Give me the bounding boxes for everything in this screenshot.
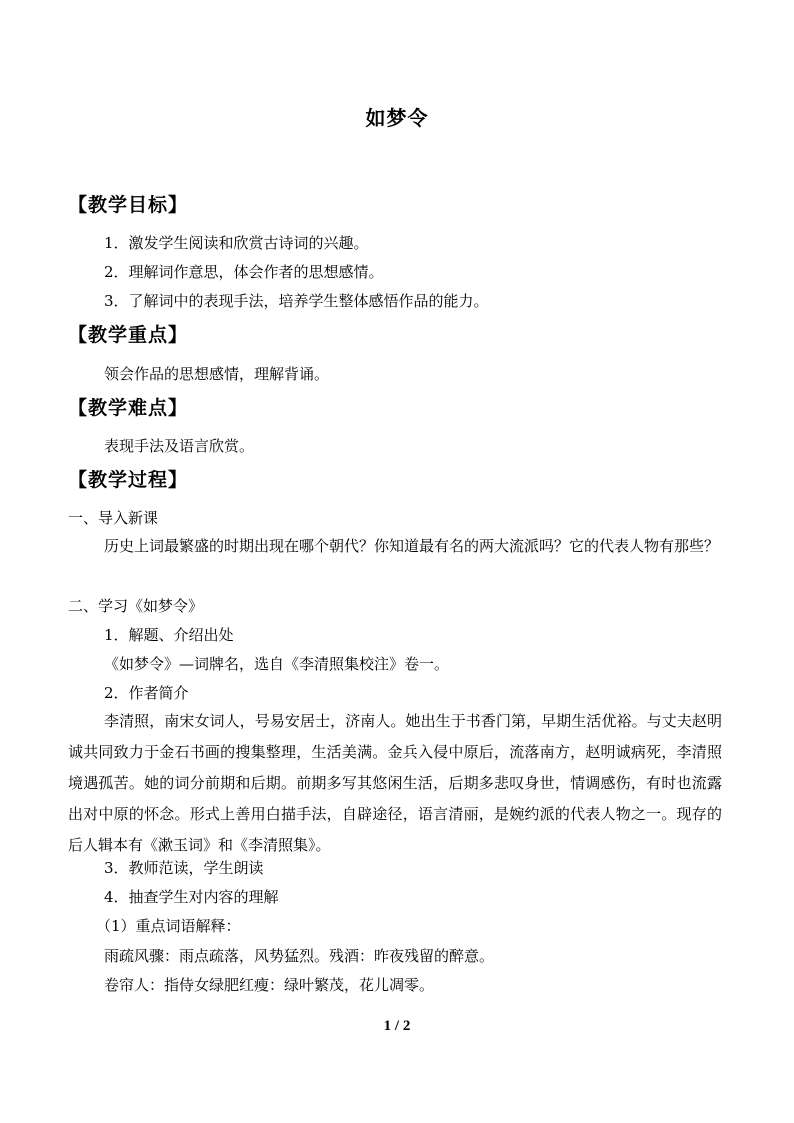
- step1-text: 《如梦令》—词牌名，选自《李清照集校注》卷一。: [104, 655, 450, 673]
- difficulty-heading: 【教学难点】: [68, 397, 189, 419]
- part1-title: 一、导入新课: [68, 509, 159, 527]
- goal-item-3: 3．了解词中的表现手法，培养学生整体感悟作品的能力。: [104, 292, 489, 310]
- page-title: 如梦令: [365, 106, 429, 130]
- step4-title: 4．抽查学生对内容的理解: [104, 888, 279, 906]
- part1-text: 历史上词最繁盛的时期出现在哪个朝代？你知道最有名的两大流派吗？它的代表人物有那些？: [104, 537, 720, 555]
- vocab-line-2: 卷帘人：指侍女绿肥红瘦：绿叶繁茂，花儿凋零。: [104, 976, 435, 994]
- focus-heading: 【教学重点】: [68, 324, 189, 346]
- step3-title: 3．教师范读，学生朗读: [104, 859, 264, 877]
- step2-title: 2．作者简介: [104, 684, 189, 702]
- goal-item-1: 1．激发学生阅读和欣赏古诗词的兴趣。: [104, 234, 369, 252]
- focus-text: 领会作品的思想感情，理解背诵。: [104, 365, 330, 383]
- sub1-title: （1）重点词语解释：: [96, 917, 241, 935]
- page-number: 1 / 2: [383, 1018, 411, 1034]
- vocab-line-1: 雨疏风骤：雨点疏落，风势猛烈。残酒：昨夜残留的醉意。: [104, 947, 495, 965]
- difficulty-text: 表现手法及语言欣赏。: [104, 437, 255, 455]
- part2-title: 二、学习《如梦令》: [68, 597, 204, 615]
- goals-heading: 【教学目标】: [68, 194, 189, 216]
- step1-title: 1．解题、介绍出处: [104, 626, 234, 644]
- step2-text: 李清照，南宋女词人，号易安居士，济南人。她出生于书香门第，早期生活优裕。与丈夫赵明诚共同致力于金石书画的搜集整理，生活美满。金兵入侵中原后，流落南方，赵明诚病死，李清照境遇孤苦。她的词分前期和后期。前期多写其悠闲生活，后期多悲叹身世，情调感伤，有时也流露出对中原的怀念。形式上善用白描手法，自辟途径，语言清丽，是婉约派的代表人物之一。现存的后人辑本有《漱玉词》和《李清照集》。: [68, 712, 722, 854]
- goal-item-2: 2．理解词作意思，体会作者的思想感情。: [104, 263, 384, 281]
- process-heading: 【教学过程】: [68, 469, 189, 491]
